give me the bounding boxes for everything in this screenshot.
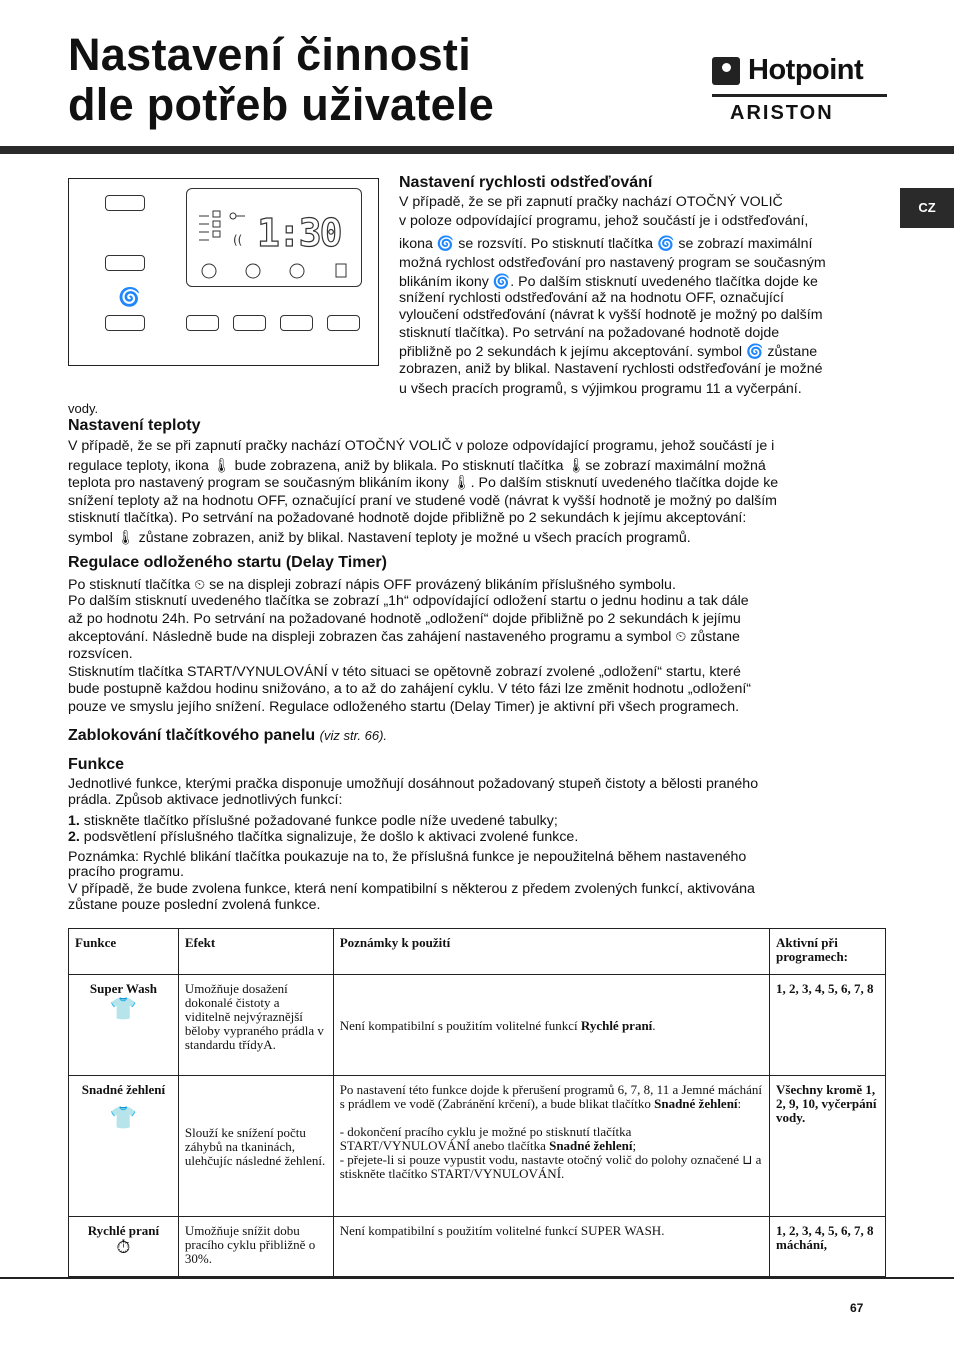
table-header-cell: Poznámky k použití bbox=[333, 929, 769, 975]
temp-line-6: symbol 🌡 zůstane zobrazen, aniž by blikal. Nastavení teploty je možné u všech pracích programů. bbox=[68, 529, 691, 546]
drain-icon: ⊔ bbox=[742, 1152, 753, 1167]
thermometer-icon: 🌡 bbox=[212, 457, 231, 473]
delay-line-8: pouze ve smyslu jejího snížení. Regulace odloženého startu (Delay Timer) je aktivní při všech programech. bbox=[68, 699, 740, 715]
spin-line-9: přibližně po 2 sekundách k jejímu akceptování. symbol 🌀 zůstane bbox=[399, 343, 818, 360]
panel-button-5 bbox=[280, 315, 313, 331]
notes-cell: Po nastavení této funkce dojde k přerušení programů 6, 7, 8, 11 a Jemné máchání s prádlem ve vodě (Zabránění krčení), a bude blikat tlačítko Snadné žehlení: - dokončení pracího cyklu je možné po stisknutí tlačítka START/VYNULOVÁNÍ anebo tlačítka Snadné žehlení; - přejete-li si pouze vypustit vodu, nastavte otočný volič do polohy označené ⊔ a stiskněte tlačítko START/VYNULOVÁNÍ. bbox=[333, 1076, 769, 1217]
table-row bbox=[69, 975, 886, 1076]
svg-text:((: (( bbox=[233, 233, 243, 247]
funkce-note-2: pracího programu. bbox=[68, 864, 184, 880]
functions-table bbox=[68, 928, 886, 1277]
panel-button-4 bbox=[233, 315, 266, 331]
spin-line-7: vyloučení odstřeďování (návrat k vyšší hodnotě je možný po dalším bbox=[399, 307, 823, 323]
function-cell: Super Wash 👕 bbox=[69, 975, 179, 1076]
title-line-1: Nastavení činnosti bbox=[68, 29, 472, 80]
panel-button-1 bbox=[105, 195, 145, 211]
super-wash-icon: 👕 bbox=[109, 996, 138, 1021]
delay-line-2: Po dalším stisknutí uvedeného tlačítka se zobrazí „1h“ odpovídající odložení startu o jednu hodinu a tak dále bbox=[68, 593, 749, 609]
funkce-note-3: V případě, že bude zvolena funkce, která není kompatibilní s některou z předem zvolených funkcí, aktivována bbox=[68, 881, 755, 897]
thermometer-icon: 🌡 bbox=[567, 457, 586, 473]
spin-heading: Nastavení rychlosti odstřeďování bbox=[399, 174, 653, 191]
temp-line-1: V případě, že se při zapnutí pračky nachází OTOČNÝ VOLIČ v poloze odpovídající programu, jehož součástí je i bbox=[68, 438, 775, 454]
temp-line-2: regulace teploty, ikona 🌡 bude zobrazena, aniž by blikala. Po stisknutí tlačítka 🌡se zobrazí maximální možná bbox=[68, 457, 766, 474]
table-row bbox=[69, 1076, 886, 1217]
spin-line-8: stisknutí tlačítka). Po setrvání na požadované hodnotě dojde bbox=[399, 325, 780, 341]
spin-icon: 🌀 bbox=[746, 343, 764, 359]
spin-icon: 🌀 bbox=[492, 273, 511, 289]
temp-line-3: teplota pro nastavený program se současným blikáním ikony 🌡. Po dalším stisknutí uvedeného tlačítka dojde ke bbox=[68, 474, 779, 491]
programs-cell: Všechny kromě 1, 2, 9, 10, vyčerpání vody. bbox=[770, 1076, 886, 1217]
logo-divider bbox=[712, 94, 887, 97]
lock-page-ref: (viz str. 66). bbox=[319, 728, 388, 743]
funkce-line-2: prádla. Způsob aktivace jednotlivých funkcí: bbox=[68, 792, 343, 808]
spin-line-3: ikona 🌀 se rozsvítí. Po stisknutí tlačítka 🌀 se zobrazí maximální bbox=[399, 235, 813, 252]
funkce-heading: Funkce bbox=[68, 756, 125, 773]
footer-line bbox=[0, 1277, 954, 1279]
brand-logo bbox=[712, 54, 887, 126]
lock-heading: Zablokování tlačítkového panelu (viz str. 66). bbox=[68, 727, 388, 744]
page-number: 67 bbox=[850, 1301, 864, 1315]
header-bar bbox=[0, 146, 954, 154]
temp-line-5: stisknutí tlačítka). Po setrvání na požadované hodnotě dojde přibližně po 2 sekundách k jejímu akceptování: bbox=[68, 510, 747, 526]
table-header-cell: Funkce bbox=[69, 929, 179, 975]
funkce-step-1: 1. stiskněte tlačítko příslušné požadované funkce podle níže uvedené tabulky; bbox=[68, 813, 558, 829]
thermometer-icon: 🌡 bbox=[116, 529, 135, 545]
spin-icon: 🌀 bbox=[118, 287, 141, 307]
table-header-cell: Aktivní při programech: bbox=[770, 929, 886, 975]
panel-display bbox=[186, 188, 362, 287]
effect-cell: Slouží ke snížení počtu záhybů na tkaninách, ulehčujíc následné žehlení. bbox=[178, 1076, 333, 1217]
spin-icon: 🌀 bbox=[436, 235, 455, 251]
title-line-2: dle potřeb uživatele bbox=[68, 79, 495, 130]
spin-line-1: V případě, že se při zapnutí pračky nachází OTOČNÝ VOLIČ bbox=[399, 194, 783, 210]
effect-cell: Umožňuje dosažení dokonalé čistoty a viditelně nejvýraznější běloby vypraného prádla v standardu třídyA. bbox=[178, 975, 333, 1076]
funkce-line-1: Jednotlivé funkce, kterými pračka disponuje umožňují dosáhnout požadovaný stupeň čistoty a bělosti praného bbox=[68, 776, 759, 792]
table-header-cell: Efekt bbox=[178, 929, 333, 975]
spin-line-11: u všech pracích programů, s výjimkou programu 11 a vyčerpání. bbox=[399, 381, 802, 397]
spin-line-4: možná rychlost odstřeďování pro nastavený program se současným bbox=[399, 255, 826, 271]
delay-timer-icon: ⏲ bbox=[194, 576, 206, 592]
spin-line-2: v poloze odpovídající programu, jehož součástí je i odstřeďování, bbox=[399, 213, 809, 229]
brand-subname: ARISTON bbox=[730, 102, 834, 124]
spin-line-5: blikáním ikony 🌀. Po dalším stisknutí uvedeného tlačítka dojde ke bbox=[399, 273, 818, 290]
effect-cell: Umožňuje snížit dobu pracího cyklu přibližně o 30%. bbox=[178, 1217, 333, 1277]
hotpoint-logo-icon bbox=[712, 57, 740, 85]
delay-line-5: rozsvícen. bbox=[68, 646, 133, 662]
delay-line-1: Po stisknutí tlačítka ⏲ se na displeji zobrazí nápis OFF provázený blikáním příslušného symbolu. bbox=[68, 576, 676, 593]
panel-button-3 bbox=[186, 315, 219, 331]
funkce-step-2: 2. podsvětlení příslušného tlačítka signalizuje, že došlo k aktivaci zvolené funkce. bbox=[68, 829, 579, 845]
funkce-note-4: zůstane pouze poslední zvolená funkce. bbox=[68, 897, 321, 913]
function-cell: Snadné žehlení 👕 bbox=[69, 1076, 179, 1217]
page-title bbox=[68, 30, 494, 130]
temp-heading: Nastavení teploty bbox=[68, 417, 201, 434]
delay-timer-icon: ⏲ bbox=[675, 628, 687, 644]
spin-line-6: snížení rychlosti odstřeďování až na hodnotu OFF, označující bbox=[399, 290, 784, 306]
funkce-note-1: Poznámka: Rychlé blikání tlačítka poukazuje na to, že příslušná funkce je nepoužitelná během nastaveného bbox=[68, 849, 747, 865]
table-row bbox=[69, 1217, 886, 1277]
spin-line-12: vody. bbox=[68, 401, 99, 416]
delay-line-3: až po hodnotu 24h. Po setrvání na požadované hodnotě „odložení“ dojde přibližně po 2 sekundách k jejímu bbox=[68, 611, 741, 627]
display-time: 1:30 bbox=[257, 211, 341, 255]
notes-cell: Není kompatibilní s použitím volitelné funkcí SUPER WASH. bbox=[333, 1217, 769, 1277]
spin-line-10: zobrazen, aniž by blikal. Nastavení rychlosti odstřeďování je možné bbox=[399, 361, 823, 377]
panel-button-spin bbox=[105, 315, 145, 331]
panel-button-6 bbox=[327, 315, 360, 331]
delay-heading: Regulace odloženého startu (Delay Timer) bbox=[68, 554, 387, 571]
language-tab: CZ bbox=[900, 188, 954, 228]
delay-line-4: akceptování. Následně bude na displeji zobrazen čas zahájení nastaveného programu a symbol ⏲ zůstane bbox=[68, 628, 740, 645]
spin-icon: 🌀 bbox=[656, 235, 675, 251]
temp-line-4: snížení teploty až na hodnotu OFF, označující praní ve studené vodě (návrat k vyšší hodnotě je možný po dalším bbox=[68, 493, 777, 509]
delay-line-6: Stisknutím tlačítka START/VYNULOVÁNÍ v této situaci se opětovně zobrazí zvolené „odložení“ startu, které bbox=[68, 664, 741, 680]
function-cell: Rychlé praní ⏱ bbox=[69, 1217, 179, 1277]
table-header-row bbox=[69, 929, 886, 975]
quick-wash-icon: ⏱ bbox=[116, 1237, 131, 1257]
control-panel-illustration bbox=[68, 178, 379, 366]
panel-button-2 bbox=[105, 255, 145, 271]
delay-line-7: bude postupně každou hodinu snižováno, a to až do zahájení cyklu. V této fázi lze změnit hodnotu „odložení“ bbox=[68, 681, 752, 697]
easy-iron-icon: 👕 bbox=[109, 1105, 138, 1130]
notes-cell: Není kompatibilní s použitím volitelné funkcí Rychlé praní. bbox=[333, 975, 769, 1076]
programs-cell: 1, 2, 3, 4, 5, 6, 7, 8 máchání, bbox=[770, 1217, 886, 1277]
brand-name: Hotpoint bbox=[748, 54, 864, 86]
thermometer-icon: 🌡 bbox=[452, 474, 471, 490]
programs-cell: 1, 2, 3, 4, 5, 6, 7, 8 bbox=[770, 975, 886, 1076]
